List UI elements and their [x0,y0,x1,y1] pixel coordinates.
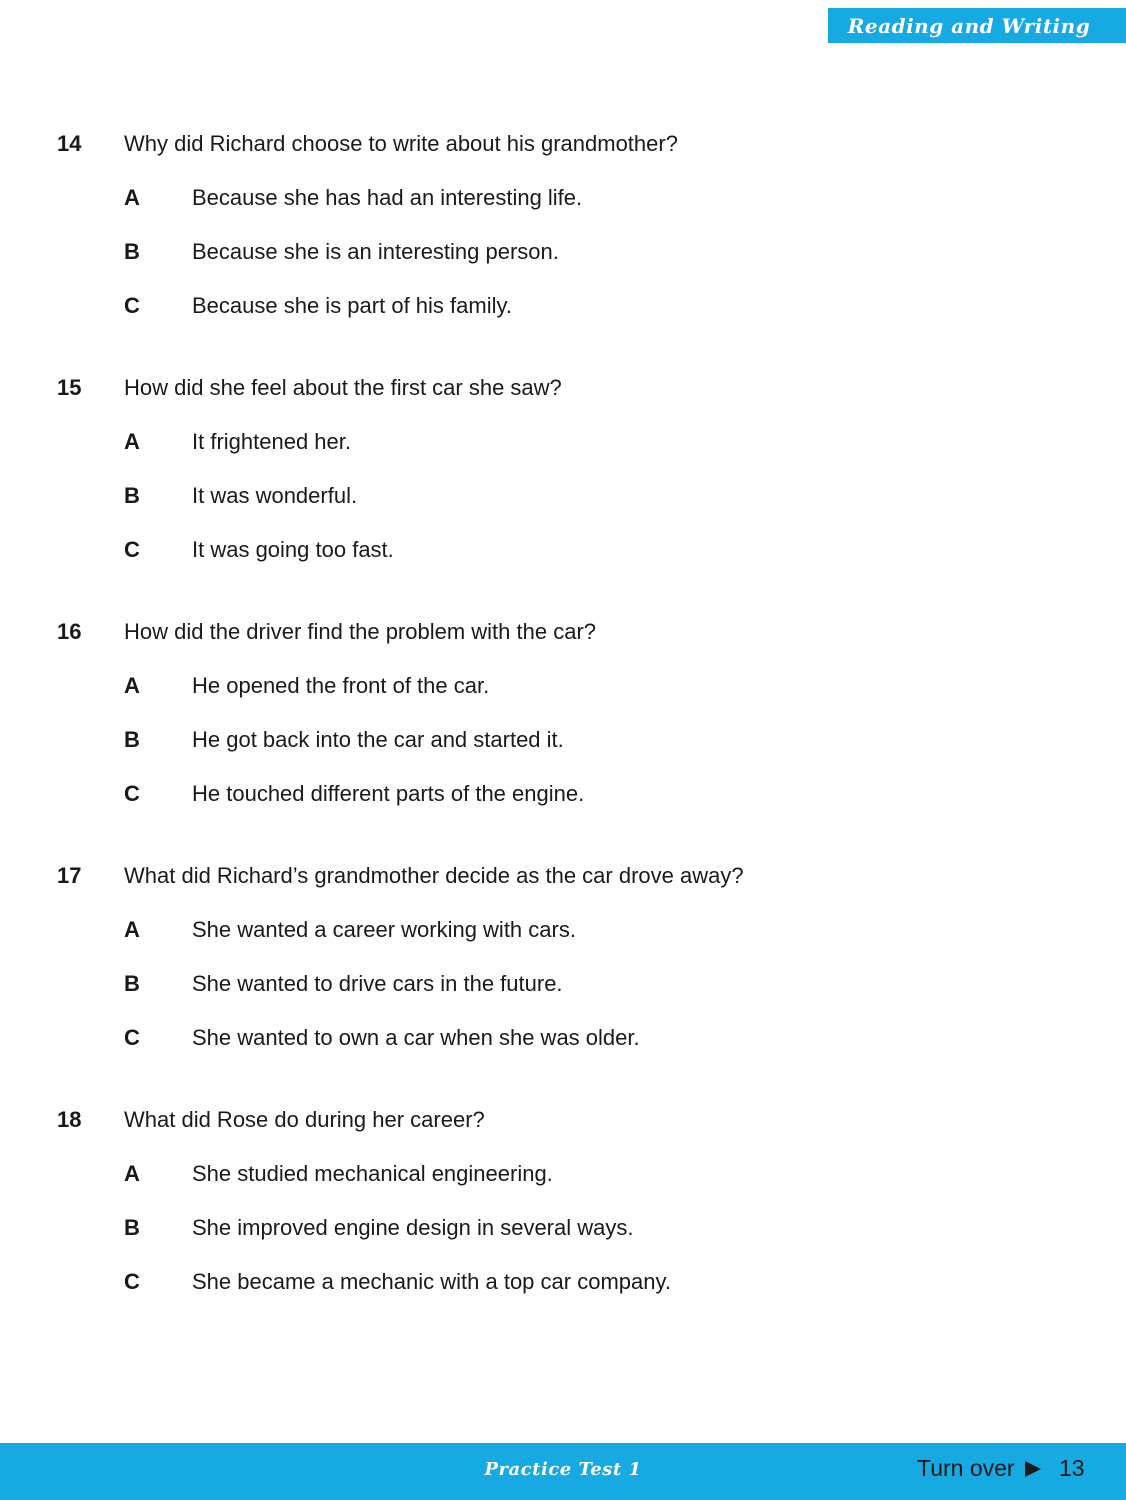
question-text: What did Rose do during her career? [124,1107,485,1132]
question-number: 17 [57,863,82,888]
question-number: 18 [57,1107,82,1132]
option-letter: B [124,971,140,996]
option-letter: C [124,781,140,806]
turn-over-label: Turn over [917,1455,1015,1481]
option-text: Because she is an interesting person. [192,239,559,264]
option-text: It was wonderful. [192,483,358,508]
arrow-right-icon [1025,1461,1041,1477]
option-text: He opened the front of the car. [192,673,490,698]
page-number: 13 [1059,1455,1085,1481]
option-letter: A [124,673,140,698]
footer-bar [0,1443,1126,1500]
option-letter: C [124,537,140,562]
turn-over-indicator [917,1455,1041,1482]
option-letter: B [124,727,140,752]
section-title: Reading and Writing [847,13,1091,38]
footer-title: Practice Test 1 [484,1459,642,1480]
option-letter: B [124,239,140,264]
option-letter: C [124,1025,140,1050]
option-letter: C [124,1269,140,1294]
option-text: Because she has had an interesting life. [192,185,583,210]
option-letter: C [124,293,140,318]
question-text: How did she feel about the first car she saw? [124,375,562,400]
option-text: He touched different parts of the engine. [192,781,585,806]
option-text: She studied mechanical engineering. [192,1161,553,1186]
option-letter: A [124,1161,140,1186]
option-text: He got back into the car and started it. [192,727,564,752]
option-letter: B [124,1215,140,1240]
option-text: She wanted a career working with cars. [192,917,576,942]
question-number: 16 [57,619,82,644]
option-text: She became a mechanic with a top car company. [192,1269,671,1294]
option-text: She wanted to own a car when she was older. [192,1025,640,1050]
option-text: She wanted to drive cars in the future. [192,971,563,996]
option-letter: A [124,185,140,210]
option-letter: A [124,917,140,942]
option-text: It was going too fast. [192,537,394,562]
question-text: What did Richard’s grandmother decide as the car drove away? [124,863,744,888]
question-number: 14 [57,131,82,156]
question-text: How did the driver find the problem with the car? [124,619,597,644]
option-letter: A [124,429,140,454]
question-number: 15 [57,375,82,400]
question-text: Why did Richard choose to write about his grandmother? [124,131,678,156]
section-header-tab [828,8,1126,43]
option-text: It frightened her. [192,429,351,454]
option-text: She improved engine design in several ways. [192,1215,634,1240]
option-text: Because she is part of his family. [192,293,512,318]
option-letter: B [124,483,140,508]
